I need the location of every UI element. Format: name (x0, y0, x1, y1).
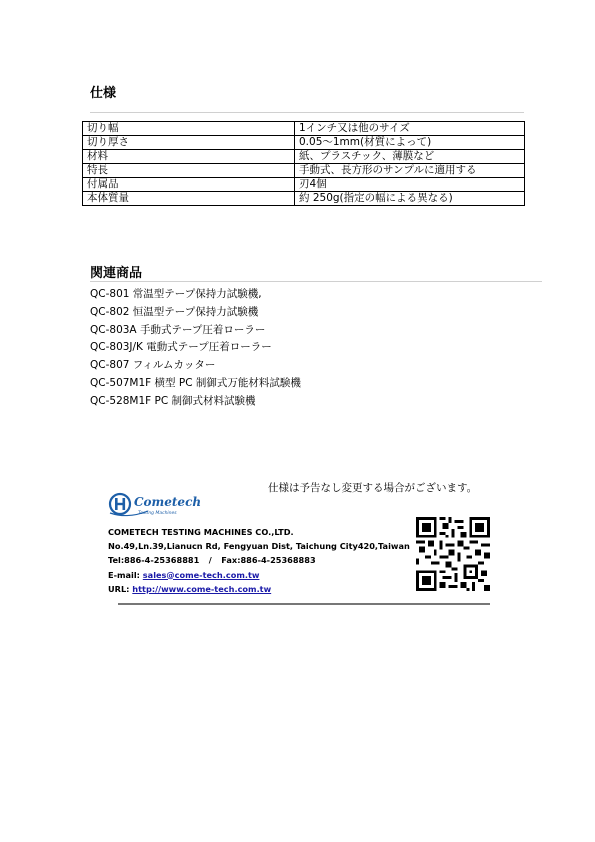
related-section-title: 関連商品 (90, 266, 143, 281)
spec-value: 約 250g(指定の幅による異なる) (295, 192, 525, 206)
spec-section-divider (90, 112, 524, 113)
table-row (83, 164, 525, 178)
company-url-line (108, 582, 410, 596)
spec-change-notice: 仕様は予告なし変更する場合がございます。 (268, 482, 478, 494)
spec-label: 材料 (83, 150, 295, 164)
spec-label: 切り厚さ (83, 136, 295, 150)
website-link[interactable]: http://www.come-tech.com.tw (132, 583, 272, 594)
company-name: COMETECH TESTING MACHINES CO.,LTD. (108, 527, 294, 537)
related-products-list (90, 286, 301, 411)
list-item: QC-801 常温型テープ保持力試験機, (90, 288, 262, 300)
company-address: No.49,Ln.39,Lianucn Rd, Fengyuan Dist, Taichung City420,Taiwan (108, 541, 410, 552)
svg-text:Testing Machines: Testing Machines (138, 511, 177, 516)
company-contact (108, 525, 410, 596)
footer-divider (118, 603, 490, 605)
spec-table (82, 121, 525, 206)
table-row (83, 192, 525, 206)
cometech-logo (108, 491, 218, 519)
spec-section-title: 仕様 (90, 86, 117, 101)
spec-value: 紙、プラスチック、薄膜など (295, 150, 525, 164)
spec-label: 本体質量 (83, 192, 295, 206)
list-item: QC-528M1F PC 制御式材料試験機 (90, 394, 256, 407)
table-row (83, 136, 525, 150)
svg-text:Cometech: Cometech (134, 495, 202, 509)
email-label: E-mail: (108, 569, 143, 580)
spec-label: 特長 (83, 164, 295, 178)
spec-value: 手動式、長方形のサンプルに適用する (295, 164, 525, 178)
list-item: QC-803J/K 電動式テープ圧着ローラー (90, 341, 272, 354)
list-item: QC-507M1F 横型 PC 制御式万能材料試験機 (90, 376, 301, 389)
spec-label: 付属品 (83, 178, 295, 192)
email-link[interactable]: sales@come-tech.com.tw (142, 569, 260, 580)
company-phone-fax (108, 553, 410, 567)
table-row (83, 178, 525, 192)
company-tel: Tel:886-4-25368881 (108, 555, 200, 566)
qr-code (416, 517, 490, 591)
spec-value: 刃4個 (295, 178, 525, 192)
table-row (83, 122, 525, 136)
company-email-line (108, 568, 410, 582)
url-label: URL: (108, 583, 133, 594)
related-section-divider (90, 281, 542, 282)
spec-label: 切り幅 (83, 122, 295, 136)
company-fax: Fax:886-4-25368883 (221, 555, 316, 566)
spec-value: 0.05～1mm(材質によって) (295, 136, 525, 150)
list-item: QC-807 フィルムカッター (90, 359, 216, 372)
spec-value: 1インチ又は他のサイズ (295, 122, 525, 136)
table-row (83, 150, 525, 164)
tel-fax-separator: / (208, 555, 212, 566)
list-item: QC-802 恒温型テープ保持力試験機 (90, 305, 259, 318)
list-item: QC-803A 手動式テープ圧着ローラー (90, 323, 266, 336)
